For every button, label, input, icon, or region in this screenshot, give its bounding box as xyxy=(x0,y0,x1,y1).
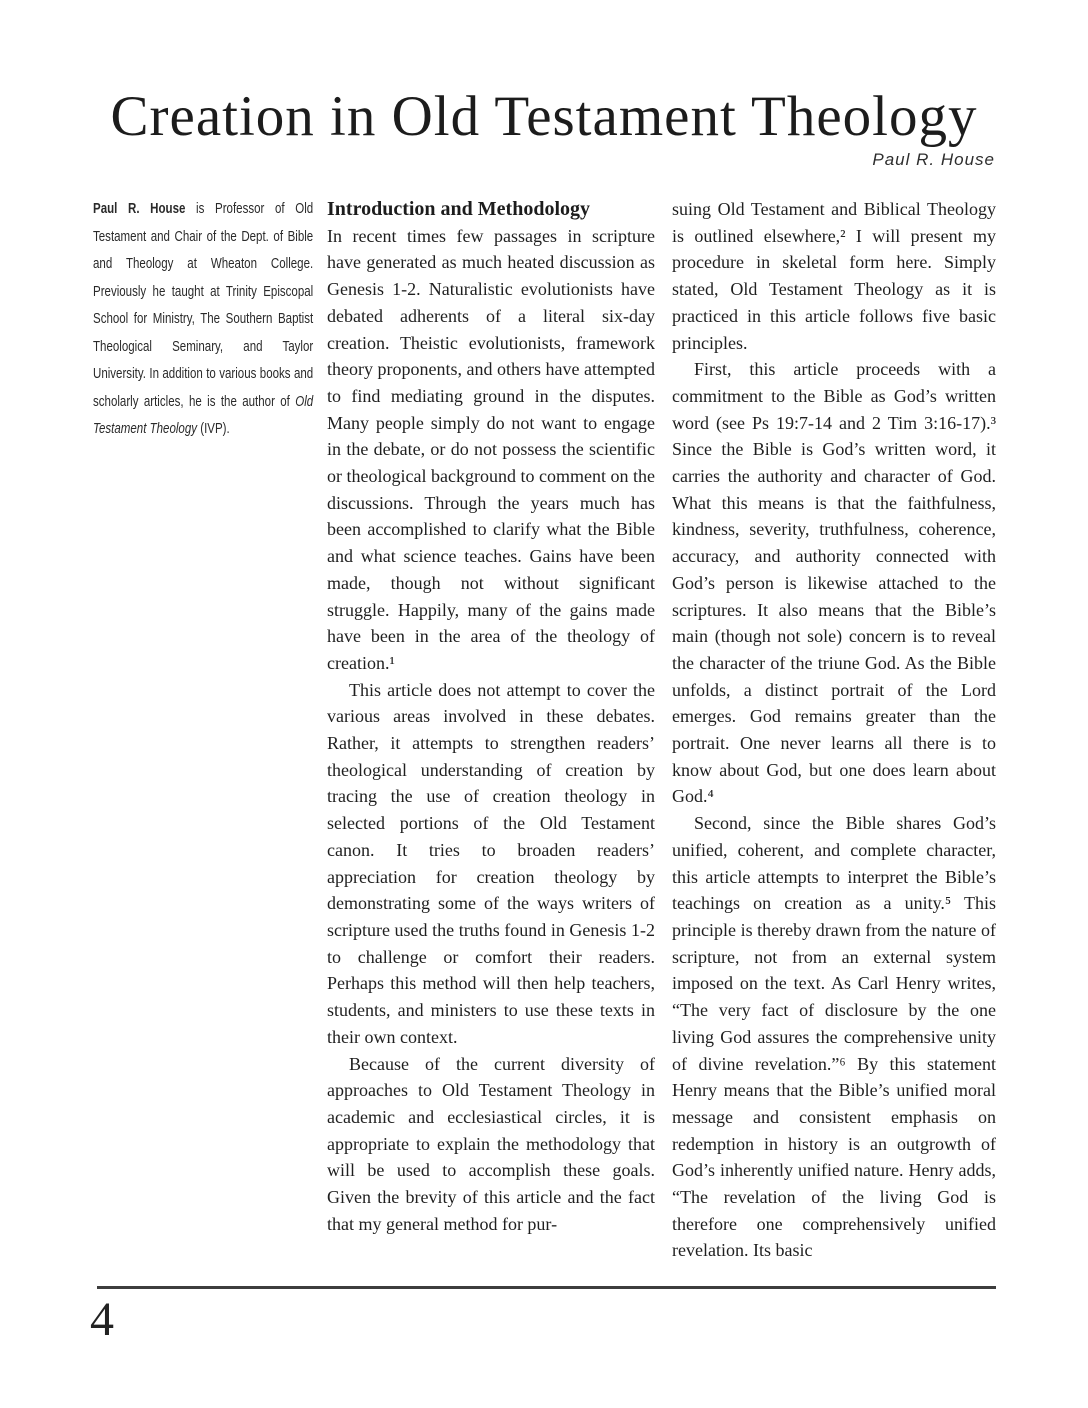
author-bio-paragraph xyxy=(93,196,313,444)
page-title: Creation in Old Testament Theology xyxy=(110,85,978,148)
section-heading: Introduction and Methodology xyxy=(327,198,591,220)
paragraph-intro: In recent times few passages in scripture have generated as much heated discussion as Genesis 1-2. Naturalistic evolutionists have debated adherents of a literal six-day creation. Theistic evolutionists, framework theory proponents, and others have attempted to find mediating ground in the disputes. Many people simply do not want to engage in the debate, or do not possess the scientific or theological background to comment on the discussions. Through the years much has been accomplished to clarify what the Bible and what science teaches. Gains have been made, though not without significant struggle. Happily, many of the gains made have been in the area of the theology of creation.¹ xyxy=(327,225,655,673)
author-bio xyxy=(93,196,313,444)
middle-column xyxy=(327,196,655,1237)
paragraph-first-principle: First, this article proceeds with a commitment to the Bible as God’s written word (see Ps 19:7-14 and 2 Tim 3:16-17).³ Since the Bible is God’s written word, it carries the authority and character of God. What this means is that the faithfulness, kindness, severity, truthfulness, coherence, accuracy, and authority connected with God’s person is likewise attached to the scriptures. It also means that the Bible’s main (though not sole) concern is to reveal the character of the triune God. As the Bible unfolds, a distinct portrait of the Lord emerges. God remains greater than the portrait. One never learns all there is to know about God, but one does learn about God.⁴ xyxy=(672,359,996,807)
paragraph-second-principle: Second, since the Bible shares God’s unified, coherent, and complete character, this article attempts to interpret the Bible’s teachings on creation as a unity.⁵ This principle is thereby drawn from the nature of scripture, not from an external system imposed on the text. As Carl Henry writes, “The very fact of disclosure by the one living God assures the comprehensive unity of divine revelation.”⁶ By this statement Henry means that the Bible’s unified moral message and consistent emphasis on redemption in history is an outgrowth of God’s inherently unified nature. Henry adds, “The revelation of the living God is therefore one comprehensively unified revelation. Its basic xyxy=(672,813,996,1261)
byline: Paul R. House xyxy=(872,150,995,169)
paragraph-methodology: Because of the current diversity of approaches to Old Testament Theology in academic and ecclesiastical circles, it is appropriate to explain the methodology that will be used to accomplish these goals. Given the brevity of this article and the fact that my general method for pur- xyxy=(327,1053,655,1234)
paragraph-methodology-continued: suing Old Testament and Biblical Theology is outlined elsewhere,² I will present my procedure in skeletal form here. Simply stated, Old Testament Theology as it is practiced in this article follows five basic principles. xyxy=(672,199,996,353)
paragraph-article-scope: This article does not attempt to cover the various areas involved in these debates. Rather, it attempts to strengthen readers’ theological understanding of creation by tracing the use of creation theology in selected portions of the Old Testament canon. It tries to broaden readers’ appreciation for creation theology by demonstrating some of the ways writers of scripture used the truths found in Genesis 1-2 to challenge or comfort their readers. Perhaps this method will then help teachers, students, and ministers to use these texts in their own context. xyxy=(327,679,655,1047)
author-bio-column xyxy=(93,196,313,444)
page-number: 4 xyxy=(90,1293,114,1346)
bio-text-after-title: (IVP). xyxy=(197,421,230,437)
author-name: Paul R. House xyxy=(93,201,186,217)
bio-text-before-title: is Professor of Old Testament and Chair of the Dept. of Bible and Theology at Wheaton College. Previously he taught at Trinity Episcopal School for Ministry, The Southern Baptist Theological Seminary, and Taylor University. In addition to various books and scholarly articles, he is the author of xyxy=(93,201,314,410)
article-columns xyxy=(93,196,1001,1264)
footer-rule xyxy=(97,1286,996,1289)
right-column xyxy=(672,196,996,1264)
bio-book-title: Old Testament Theology xyxy=(93,393,314,437)
